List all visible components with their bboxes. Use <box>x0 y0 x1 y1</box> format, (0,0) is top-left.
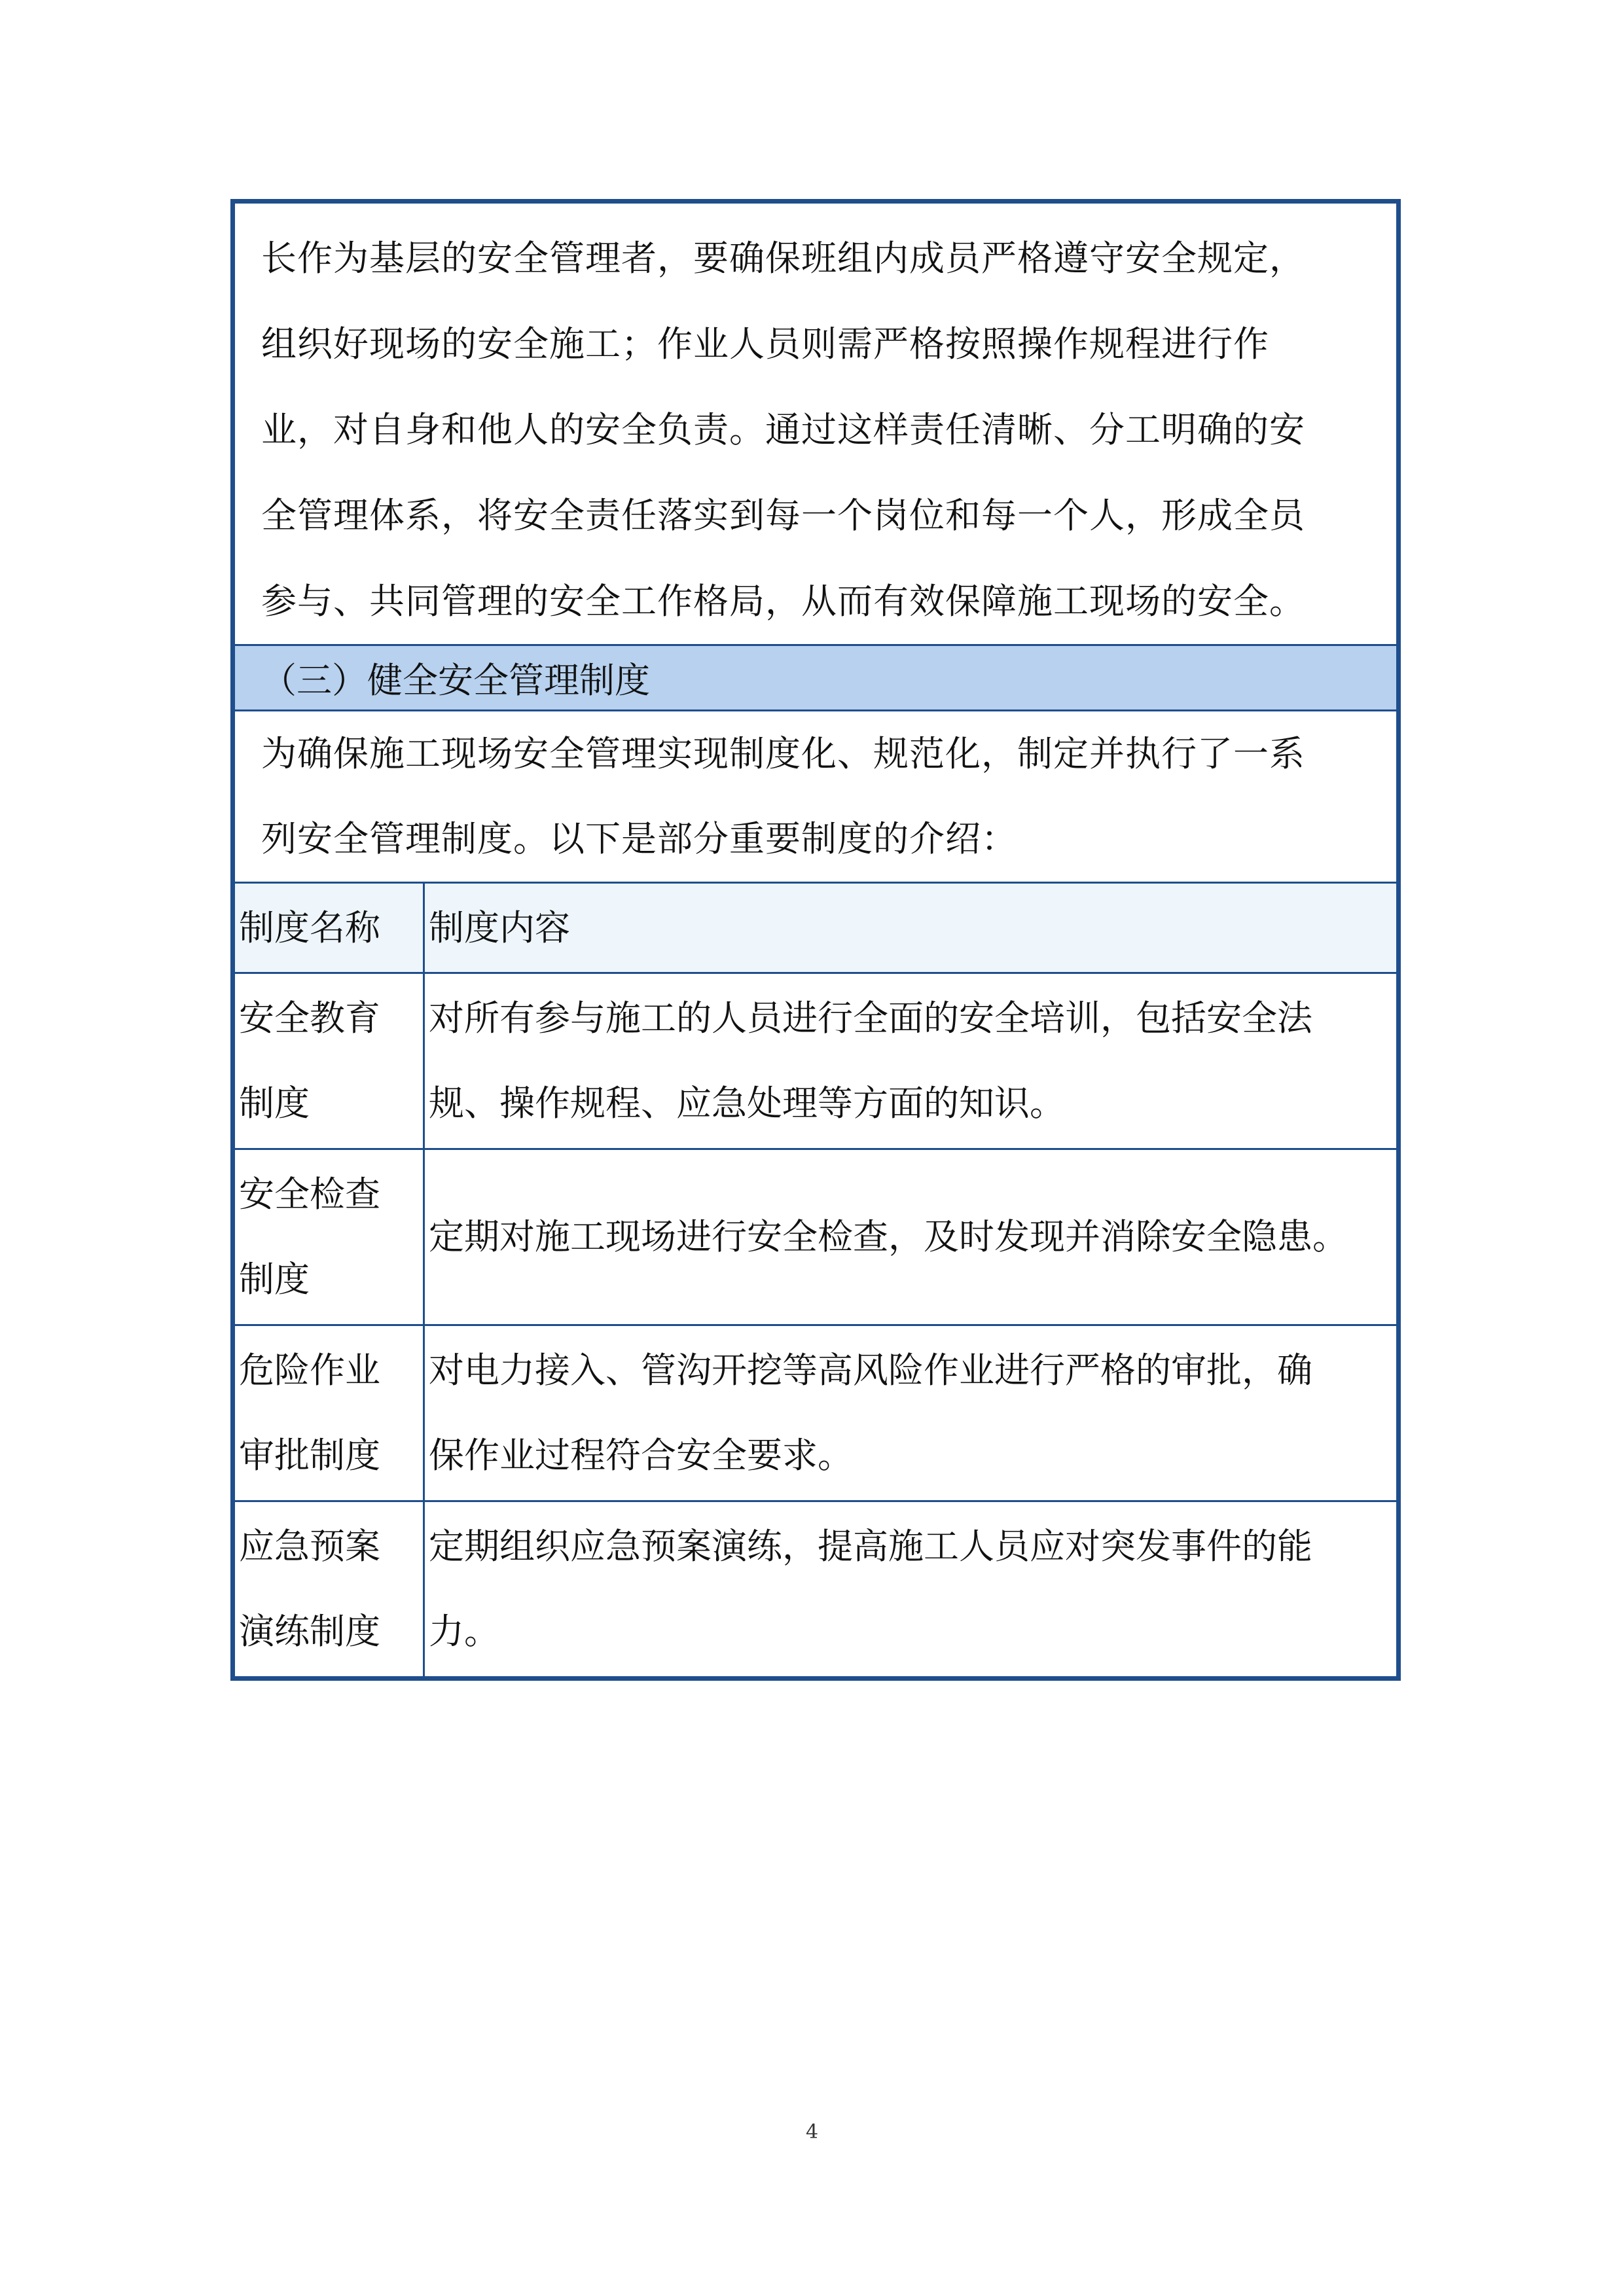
responsibility-paragraph <box>235 204 1396 646</box>
regulation-content-cell: 定期组织应急预案演练，提高施工人员应对突发事件的能 力。 <box>429 1526 1312 1652</box>
paragraph-line: 组织好现场的安全施工；作业人员则需严格按照操作规程进行作 <box>261 323 1269 365</box>
intro-line: 为确保施工现场安全管理实现制度化、规范化，制定并执行了一系 <box>261 733 1305 774</box>
regulations-table <box>235 884 1396 1676</box>
table-row <box>235 1150 1396 1326</box>
regulation-content-cell: 定期对施工现场进行安全检查，及时发现并消除安全隐患。 <box>429 1216 1348 1257</box>
table-header-row <box>235 884 1396 974</box>
regulation-content-cell: 对电力接入、管沟开挖等高风险作业进行严格的审批，确 保作业过程符合安全要求。 <box>429 1350 1312 1476</box>
intro-paragraph <box>235 711 1396 884</box>
intro-line: 列安全管理制度。以下是部分重要制度的介绍： <box>261 818 1017 859</box>
paragraph-line: 业，对自身和他人的安全负责。通过这样责任清晰、分工明确的安 <box>261 409 1305 450</box>
document-frame <box>230 199 1401 1681</box>
header-cell-name: 制度名称 <box>235 884 425 972</box>
table-row <box>235 974 1396 1150</box>
regulation-name-cell: 危险作业 审批制度 <box>235 1326 425 1500</box>
page-number: 4 <box>805 2121 819 2144</box>
paragraph-line: 全管理体系，将安全责任落实到每一个岗位和每一个人，形成全员 <box>261 495 1305 536</box>
regulation-name-cell: 安全检查 制度 <box>235 1150 425 1324</box>
regulation-name-cell: 安全教育 制度 <box>235 974 425 1148</box>
regulation-content-cell: 对所有参与施工的人员进行全面的安全培训，包括安全法 规、操作规程、应急处理等方面的知识。 <box>429 997 1312 1124</box>
header-cell-content: 制度内容 <box>429 906 570 948</box>
section-heading: （三）健全安全管理制度 <box>235 644 1396 711</box>
table-row <box>235 1502 1396 1676</box>
paragraph-line: 参与、共同管理的安全工作格局，从而有效保障施工现场的安全。 <box>261 581 1305 622</box>
regulation-name-cell: 应急预案 演练制度 <box>235 1502 425 1676</box>
table-row <box>235 1326 1396 1502</box>
paragraph-line: 长作为基层的安全管理者，要确保班组内成员严格遵守安全规定， <box>261 238 1305 279</box>
